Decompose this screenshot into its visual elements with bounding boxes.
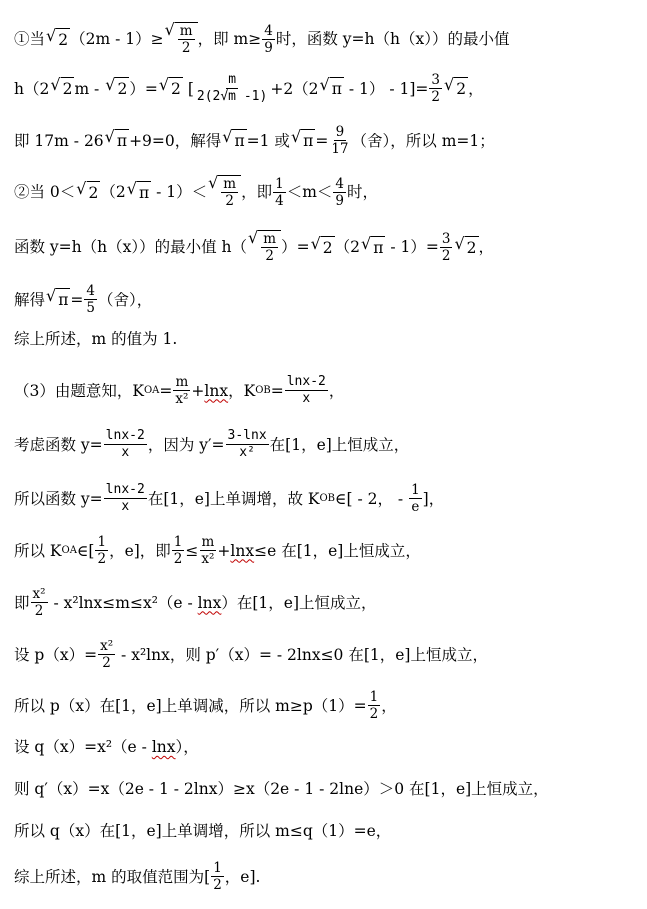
square-root-of-fraction — [248, 230, 281, 264]
solution-line-18 — [14, 860, 641, 893]
math-text: 在[1，e]上单调增，故 K — [147, 489, 320, 508]
fraction — [429, 72, 442, 105]
fraction — [329, 124, 350, 157]
solution-line-12 — [14, 586, 641, 619]
fraction-denominator: 2 — [181, 40, 191, 56]
math-text: 考虑函数 y= — [14, 435, 103, 454]
square-root — [454, 233, 478, 259]
math-text: 函数 y=h（h（x））的最小值 h（ — [14, 238, 248, 256]
math-text: ＜m＜ — [286, 183, 333, 201]
math-text: ）， — [175, 738, 199, 756]
fraction — [173, 374, 190, 407]
fraction-numerator: m — [223, 176, 237, 192]
math-text: 设 p（x）= — [14, 645, 98, 664]
fraction — [104, 482, 147, 515]
fraction — [261, 231, 278, 264]
fraction-numerator: 3 — [431, 72, 440, 88]
radicand: 2 — [87, 181, 101, 204]
fraction-denominator: x² — [175, 391, 189, 407]
fraction-numerator: 1 — [173, 534, 183, 550]
fraction-numerator: m — [179, 23, 193, 39]
fraction — [273, 176, 286, 209]
solution-line-14 — [14, 689, 641, 722]
solution-line-6 — [14, 283, 641, 316]
square-root — [320, 77, 344, 100]
square-root — [291, 129, 315, 152]
solution-line-16 — [14, 778, 641, 800]
subscript: OB — [255, 384, 271, 396]
radical-sign: √ — [208, 173, 219, 192]
square-root — [361, 233, 385, 259]
math-text: =1 或 — [246, 131, 290, 150]
fraction-denominator: x — [302, 391, 311, 406]
square-root — [46, 25, 70, 51]
math-text: - 1）＜ — [151, 183, 208, 201]
fraction-denominator: 2 — [431, 89, 440, 105]
math-text: ）在[1，e]上恒成立， — [221, 593, 377, 612]
math-text: 综上所述，m 的值为 1. — [14, 330, 178, 348]
radicand: π — [330, 77, 344, 100]
math-text: = — [159, 381, 173, 400]
fraction-numerator: m — [175, 374, 189, 390]
math-text: （3）由题意知，K — [14, 381, 144, 400]
radical-sign: √ — [248, 228, 259, 247]
fraction — [211, 860, 224, 893]
fraction-denominator: 2 — [213, 877, 222, 893]
square-root — [159, 77, 183, 100]
radical-sign: √ — [290, 127, 302, 146]
math-text: = — [70, 290, 84, 309]
square-root — [444, 77, 468, 100]
fraction-denominator: 17 — [331, 141, 349, 157]
spellcheck-underlined-text: lnx — [230, 541, 255, 560]
solution-line-9 — [14, 428, 641, 461]
fraction — [31, 586, 48, 619]
subscript: OA — [143, 384, 160, 396]
fraction — [178, 23, 195, 56]
fraction — [104, 428, 147, 461]
radical-sign: √ — [46, 286, 57, 305]
math-text: 设 q（x）=x²（e - — [14, 738, 152, 756]
math-text: ]， — [422, 489, 445, 508]
fraction-denominator: x² — [239, 445, 255, 460]
fraction-numerator: m — [201, 534, 215, 550]
math-text: 在[1，e]上恒成立， — [269, 435, 410, 454]
math-text: ②当 0＜ — [14, 183, 76, 201]
fraction-denominator: 2 — [97, 551, 107, 567]
radicand — [175, 22, 198, 56]
radical-sign: √ — [50, 75, 61, 94]
fraction-denominator: 5 — [86, 300, 95, 316]
fraction — [221, 176, 238, 209]
math-text: m - — [74, 79, 105, 98]
radicand: 2 — [169, 77, 183, 100]
fraction-numerator: 3-lnx — [227, 428, 267, 443]
solution-line-7 — [14, 328, 641, 350]
math-text: +9=0，解得 — [129, 131, 222, 150]
fraction-denominator: x — [121, 499, 130, 514]
math-text: + — [217, 541, 231, 560]
radicand — [218, 175, 241, 209]
math-text: ，e]，即 — [109, 541, 171, 560]
fraction-numerator: 1 — [275, 175, 284, 192]
radical-sign: √ — [104, 127, 115, 146]
fraction-numerator: 9 — [335, 124, 345, 140]
math-text: ， — [478, 238, 495, 256]
radical-sign: √ — [105, 75, 116, 94]
square-root — [105, 77, 129, 100]
fraction-numerator: m — [228, 72, 237, 87]
fraction-denominator: 2 — [441, 247, 451, 264]
fraction — [226, 428, 269, 461]
fraction-numerator: x² — [32, 586, 46, 602]
solution-line-1 — [14, 22, 641, 56]
fraction-denominator: x² — [201, 551, 215, 567]
fraction — [409, 482, 422, 515]
math-text: 综上所述，m 的取值范围为[ — [14, 867, 211, 886]
radicand: π — [371, 236, 385, 259]
spellcheck-underlined-text: lnx — [197, 593, 222, 612]
math-text: = — [315, 131, 329, 150]
radicand: 2 — [56, 28, 70, 51]
fraction-denominator: 2 — [265, 248, 274, 264]
radicand: 2 — [465, 236, 479, 259]
square-root — [76, 178, 100, 204]
math-text: ，即 — [241, 183, 273, 201]
math-text: 所以 q（x）在[1，e]上单调增，所以 m≤q（1）=e， — [14, 822, 392, 840]
square-root — [222, 129, 246, 152]
math-text: ）= — [281, 238, 310, 256]
fraction-denominator: 2 — [369, 706, 379, 722]
math-text: 时， — [347, 183, 379, 201]
math-text: 解得 — [14, 290, 46, 309]
radicand: π — [56, 288, 70, 311]
fraction-numerator: 3 — [441, 230, 451, 247]
fraction-numerator: 1 — [213, 860, 222, 876]
math-text: 所以 K — [14, 541, 62, 560]
fraction-denominator: 9 — [264, 39, 273, 56]
fraction — [95, 534, 108, 567]
fraction — [199, 534, 216, 567]
fraction-numerator: lnx-2 — [286, 374, 326, 389]
radicand: π — [137, 181, 151, 204]
math-text: 即 — [14, 593, 30, 612]
math-text: ∈[ - 2， - — [335, 489, 409, 508]
fraction — [262, 23, 275, 56]
square-root-of-fraction — [208, 175, 241, 209]
fraction-numerator: lnx-2 — [105, 482, 145, 497]
fraction — [195, 72, 269, 105]
fraction — [285, 374, 328, 407]
math-text: ， — [328, 381, 345, 400]
radical-sign: √ — [222, 127, 233, 146]
fraction-numerator: 1 — [97, 534, 107, 550]
math-text: h（2 — [14, 79, 50, 98]
square-root — [50, 77, 74, 100]
math-text: ①当 — [14, 30, 46, 48]
square-root — [46, 288, 70, 311]
square-root — [310, 233, 335, 259]
math-text: （2m - 1）≥ — [70, 30, 164, 48]
square-root — [126, 178, 151, 204]
math-text: - x²lnx，则 p′（x）= - 2lnx≤0 在[1，e]上恒成立， — [116, 645, 488, 664]
fraction-numerator: 4 — [335, 175, 345, 192]
fraction-denominator: 2 — [34, 603, 44, 619]
math-text: ≤e 在[1，e]上恒成立， — [254, 541, 421, 560]
math-text: - 1）= — [385, 238, 439, 256]
radical-sign: √ — [361, 233, 372, 253]
fraction-denominator: 9 — [335, 192, 345, 209]
fraction — [440, 231, 453, 264]
radical-sign: √ — [76, 178, 87, 198]
math-text: +2（2 — [270, 79, 319, 98]
fraction-numerator: 1 — [369, 689, 379, 705]
square-root-of-fraction — [165, 22, 198, 56]
math-text: ， — [381, 696, 397, 715]
math-text: ，e]. — [224, 867, 261, 886]
math-text: ≤ — [185, 541, 199, 560]
solution-line-3 — [14, 124, 641, 157]
radical-sign: √ — [310, 233, 321, 253]
fraction-denominator: 2 — [102, 655, 111, 671]
math-text: （舍）， — [98, 290, 153, 309]
math-text: 时，函数 y=h（h（x））的最小值 — [275, 30, 510, 48]
math-text: ∈[ — [76, 541, 95, 560]
math-text: ，即 m≥ — [197, 30, 262, 48]
solution-line-8 — [14, 374, 641, 407]
radical-sign: √ — [158, 75, 170, 94]
solution-line-5 — [14, 230, 641, 264]
math-text: 所以函数 y= — [14, 489, 103, 508]
radical-sign: √ — [454, 233, 465, 253]
radicand: 2 — [321, 236, 335, 259]
math-text: - x²lnx≤m≤x²（e - — [48, 593, 198, 612]
fraction — [368, 689, 381, 722]
math-text: （舍），所以 m=1； — [351, 131, 495, 150]
math-text: ，因为 y′= — [147, 435, 225, 454]
math-text: 所以 p（x）在[1，e]上单调减，所以 m≥p（1）= — [14, 696, 367, 715]
fraction-denominator: x — [121, 445, 130, 460]
fraction-numerator: 1 — [411, 482, 420, 498]
radicand — [258, 230, 281, 264]
fraction-numerator: lnx-2 — [105, 428, 145, 443]
radical-sign: √ — [319, 75, 330, 94]
radical-sign: √ — [126, 178, 137, 198]
math-text: - 1） - 1]= — [343, 79, 429, 98]
solution-line-2 — [14, 72, 641, 105]
fraction — [98, 638, 115, 671]
subscript: OB — [319, 492, 335, 504]
math-text: （2 — [334, 238, 361, 256]
spellcheck-underlined-text: lnx — [151, 738, 176, 756]
fraction — [84, 283, 97, 316]
radicand: π — [301, 129, 315, 152]
fraction-denominator: e — [411, 499, 420, 515]
square-root — [105, 129, 129, 152]
spellcheck-underlined-text: lnx — [204, 381, 229, 400]
math-text: = — [270, 381, 284, 400]
fraction-numerator: 4 — [86, 283, 95, 299]
subscript: OA — [61, 544, 77, 556]
radicand: π — [232, 129, 246, 152]
solution-line-15 — [14, 736, 641, 758]
fraction-denominator: 4 — [275, 192, 284, 209]
radical-sign: √ — [164, 20, 175, 39]
fraction-denominator: 2 — [173, 551, 183, 567]
math-text: （2 — [100, 183, 126, 201]
fraction — [333, 176, 346, 209]
fraction-denominator: 2(2√m -1) — [196, 89, 268, 104]
fraction-numerator: x² — [100, 638, 114, 654]
radicand: 2 — [115, 77, 129, 100]
math-text: 则 q′（x）=x（2e - 1 - 2lnx）≥x（2e - 1 - 2lne）＞0 在[1，e]上恒成立， — [14, 780, 549, 798]
fraction-denominator: 2 — [225, 193, 234, 209]
math-text: ，K — [228, 381, 256, 400]
math-text: ）= — [129, 79, 158, 98]
fraction-numerator: m — [263, 231, 277, 247]
radical-sign: √ — [46, 25, 57, 45]
fraction-numerator: 4 — [264, 22, 273, 39]
radicand: π — [115, 129, 129, 152]
radicand: 2 — [454, 77, 468, 100]
solution-line-17 — [14, 820, 641, 842]
math-text: [ — [182, 79, 194, 98]
solution-line-10 — [14, 482, 641, 515]
math-text: + — [191, 381, 205, 400]
solution-line-4 — [14, 175, 641, 209]
math-text: 即 17m - 26 — [14, 131, 104, 150]
solution-line-13 — [14, 638, 641, 671]
math-text: ， — [468, 79, 484, 98]
radical-sign: √ — [443, 75, 455, 94]
fraction — [172, 534, 185, 567]
radicand: 2 — [61, 77, 75, 100]
solution-line-11 — [14, 534, 641, 567]
